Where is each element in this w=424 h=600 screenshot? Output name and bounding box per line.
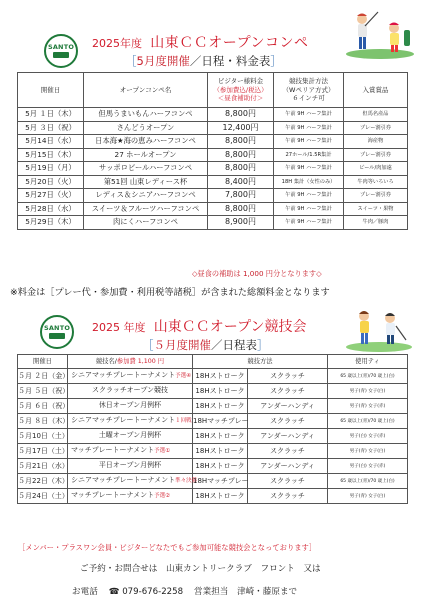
section2-title-text: 山東ＣＣオープン競技会 <box>153 319 307 335</box>
lunch-note: ◇昼食の補助は 1,000 円分となります◇ <box>192 269 322 278</box>
section1-month: 5月度開催 <box>136 54 190 68</box>
header-tee: 使用ティ <box>328 355 408 369</box>
members-note: ［メンバー・プラスワン会員・ビジターどなたでもご参加可能な競技会となっております］ <box>18 543 317 552</box>
table-row: 5月27日（火） レディス＆シニアハーフコンペ 7,800円 午前 9H ハーフ集計 プレー割引券 <box>18 189 408 203</box>
table-row: 5月29日（木） 肉にくハーフコンペ 8,900円 午前 9H ハーフ集計 牛肉／豚肉 <box>18 216 408 230</box>
table-row: 5月14日（水） 日本海★海の恵みハーフコンペ 8,800円 午前 9H ハーフ集計 海産物 <box>18 135 408 149</box>
section2-month: ５月度開催 <box>153 338 211 352</box>
logo-text: SANTO <box>43 324 71 332</box>
table-header-row <box>18 355 408 369</box>
competition-schedule-table <box>17 354 408 504</box>
club-logo <box>44 34 78 68</box>
header-prize: 入賞賞品 <box>344 73 408 108</box>
header-name: 競技名/参加費 1,100 円 <box>68 355 193 369</box>
header-fee: ビジター様料金 （参加費込/税込） ＜昼食補助付＞ <box>208 73 274 108</box>
phone-label: お電話 <box>72 587 98 597</box>
table-row: ５月 ６日（祝） 休日オープン月例杯 18Hストローク アンダーハンディ 男子(青) 女子(赤) <box>18 399 408 414</box>
header-method: 競技方法 <box>193 355 328 369</box>
fee-note: ※料金は［プレー代・参加費・利用税等諸税］が含まれた総額料金となります <box>10 287 330 298</box>
table-row: 5月 ３日（祝） さんどうオープン 12,400円 午前 9H ハーフ集計 プレー割引券 <box>18 121 408 135</box>
header-date: 開催日 <box>18 73 84 108</box>
club-logo <box>40 315 74 349</box>
compe-schedule-table <box>17 72 408 230</box>
header-date: 開催日 <box>18 355 68 369</box>
phone-line <box>72 585 297 597</box>
table-row: ５月10日（土） 土曜オープン月例杯 18Hストローク アンダーハンディ 男子(白) 女子(赤) <box>18 429 408 444</box>
table-row: 5月15日（木） 27 ホールオープン 8,800円 27ホール/1.5R集計 プレー割引券 <box>18 148 408 162</box>
table-row: ５月21日（水） 平日オープン月例杯 18Hストローク アンダーハンディ 男子(白) 女子(赤) <box>18 459 408 474</box>
table-row: ５月24日（土） マッチプレートーナメント予選② 18Hストローク スクラッチ 男子(青) 女子(白) <box>18 489 408 504</box>
section2-subtitle: ［５月度開催／日程表］ <box>142 338 269 352</box>
contact-line: ご予約・お問合せは 山東カントリークラブ フロント 又は <box>80 564 321 574</box>
golfers-illustration <box>344 304 414 352</box>
section2-title <box>92 316 307 336</box>
header-name: オープンコンペ名 <box>84 73 208 108</box>
section1-year: 2025年度 <box>92 37 142 50</box>
section1-title-text: 山東ＣＣオープンコンペ <box>150 35 309 51</box>
table-header-row <box>18 73 408 108</box>
table-row: ５月 ２日（金） シニアマッチプレートーナメント予選④ 18Hストローク スクラッチ 65 歳以上(青)/70 歳上(白) <box>18 369 408 384</box>
header-method: 競技集計方法 （Wペリア方式） ６インチ可 <box>274 73 344 108</box>
table-row: ５月 ５日（祝） スクラッチオープン競技 18Hストローク スクラッチ 男子(青) 女子(白) <box>18 384 408 399</box>
golfer-illustration <box>344 8 416 60</box>
phone-icon: ☎ <box>108 587 120 597</box>
table-row: 5月19日（月） サッポロビールハーフコンペ 8,800円 午前 9H ハーフ集計 ビール/肉加遠 <box>18 162 408 176</box>
sales-staff: 営業担当 津崎・藤原まで <box>194 587 298 597</box>
phone-number[interactable]: 079-676-2258 <box>122 587 184 597</box>
logo-text: SANTO <box>47 43 75 51</box>
table-row: 5月28日（水） スイーツ＆フルーツハーフコンペ 8,800円 午前 9H ハーフ集計 スイーツ・果物 <box>18 202 408 216</box>
table-row: ５月17日（土） マッチプレートーナメント予選① 18Hストローク スクラッチ 男子(青) 女子(白) <box>18 444 408 459</box>
section2-year: 2025 年度 <box>92 321 146 334</box>
table-row: 5月 １日（木） 但馬うまいもんハーフコンペ 8,800円 午前 9H ハーフ集計 但馬名産品 <box>18 108 408 122</box>
table-row: 5月20日（火） 第51回 山東レディース杯 8,400円 18H 集計（女性のみ） 牛肉等いろいろ <box>18 175 408 189</box>
section1-title <box>92 32 309 52</box>
table-row: ５月22日（木） シニアマッチプレートーナメント準々決勝 18Hマッチプレー スクラッチ 65 歳以上(青)/70 歳上(白) <box>18 474 408 489</box>
section1-subtitle: ［5月度開催／日程・料金表］ <box>125 54 282 68</box>
table-row: ５月 ８日（木） シニアマッチプレートーナメント１回戦 18Hマッチプレー スクラッチ 65 歳以上(青)/70 歳上(白) <box>18 414 408 429</box>
